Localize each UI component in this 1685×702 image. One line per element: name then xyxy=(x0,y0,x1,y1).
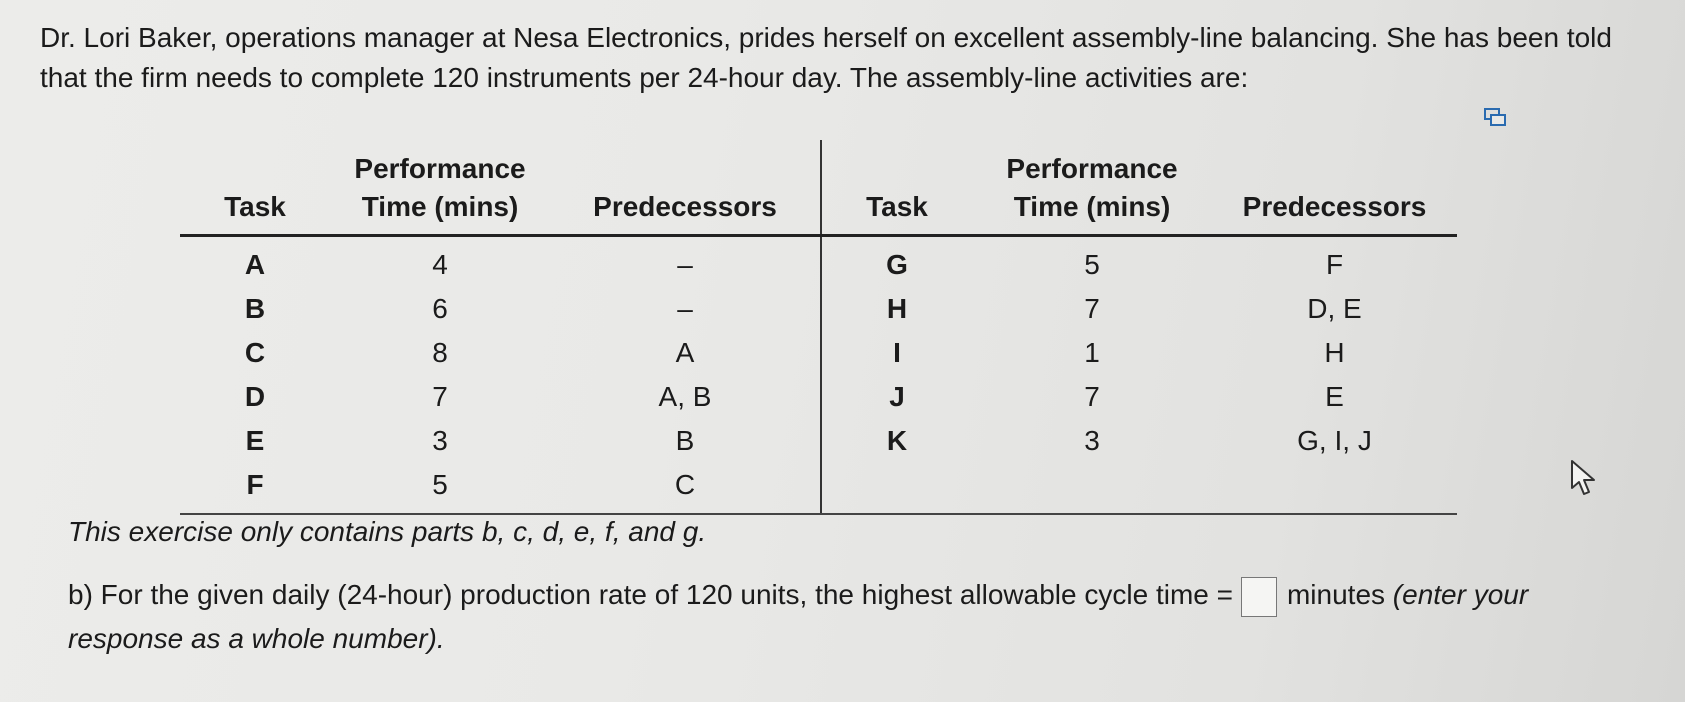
task-cell: G xyxy=(821,236,972,288)
predecessors-cell: G, I, J xyxy=(1297,425,1372,456)
table-row xyxy=(180,375,1457,419)
predecessors-cell: – xyxy=(677,249,693,280)
problem-intro: Dr. Lori Baker, operations manager at Nesa Electronics, prides herself on excellent assembly-line balancing. She has been told that the firm needs to complete 120 instruments per 24-hour day. The assembly-line activities are: xyxy=(40,22,1612,93)
header-time: Performance Time (mins) xyxy=(330,140,550,236)
task-cell: C xyxy=(244,337,266,368)
header-task: Task xyxy=(821,140,972,236)
predecessors-cell: E xyxy=(1325,381,1344,412)
predecessors-cell: – xyxy=(677,293,693,324)
table-row xyxy=(180,287,1457,331)
exercise-note: This exercise only contains parts b, c, d, e, f, and g. xyxy=(68,516,707,547)
header-task: Task xyxy=(180,140,330,236)
predecessors-cell: H xyxy=(1324,337,1345,368)
question-unit: minutes xyxy=(1286,579,1386,610)
task-cell: E xyxy=(245,425,265,456)
predecessors-cell xyxy=(1212,463,1457,514)
predecessors-cell: C xyxy=(550,463,821,514)
time-cell: 4 xyxy=(432,249,448,280)
table-row xyxy=(180,236,1457,288)
task-cell: J xyxy=(821,375,972,419)
task-cell: H xyxy=(821,287,972,331)
time-cell: 3 xyxy=(1084,425,1100,456)
question-hint: (enter your response as a whole number). xyxy=(68,579,1529,654)
predecessors-cell: B xyxy=(675,425,695,456)
predecessors-cell: A, B xyxy=(658,381,712,412)
table-row xyxy=(180,331,1457,375)
question-b xyxy=(68,573,1648,661)
time-cell: 7 xyxy=(1084,381,1100,412)
header-predecessors: Predecessors xyxy=(1212,140,1457,236)
header-predecessors: Predecessors xyxy=(550,140,821,236)
time-cell: 1 xyxy=(1084,337,1100,368)
predecessors-cell: F xyxy=(1325,249,1344,280)
question-prefix: b) For the given daily (24-hour) production rate of 120 units, the highest allowable cycle time = xyxy=(68,579,1233,610)
header-time: Performance Time (mins) xyxy=(972,140,1212,236)
predecessors-cell: A xyxy=(675,337,695,368)
task-cell: B xyxy=(244,293,266,324)
time-cell: 5 xyxy=(330,463,550,514)
time-cell xyxy=(972,463,1212,514)
table-row xyxy=(180,463,1457,514)
task-cell: K xyxy=(821,419,972,463)
time-cell: 3 xyxy=(432,425,448,456)
predecessors-cell: D, E xyxy=(1307,293,1362,324)
task-cell xyxy=(821,463,972,514)
time-cell: 8 xyxy=(432,337,448,368)
time-cell: 7 xyxy=(1084,293,1100,324)
task-cell: F xyxy=(180,463,330,514)
task-cell: I xyxy=(821,331,972,375)
mouse-pointer-icon xyxy=(1568,458,1602,502)
time-cell: 5 xyxy=(1084,249,1100,280)
task-cell: A xyxy=(244,249,266,280)
time-cell: 6 xyxy=(432,293,448,324)
table-row xyxy=(180,419,1457,463)
time-cell: 7 xyxy=(432,381,448,412)
task-cell: D xyxy=(244,381,266,412)
cycle-time-answer-input[interactable] xyxy=(1241,577,1277,617)
activities-table xyxy=(180,140,1457,515)
copy-table-icon[interactable] xyxy=(1484,106,1506,128)
